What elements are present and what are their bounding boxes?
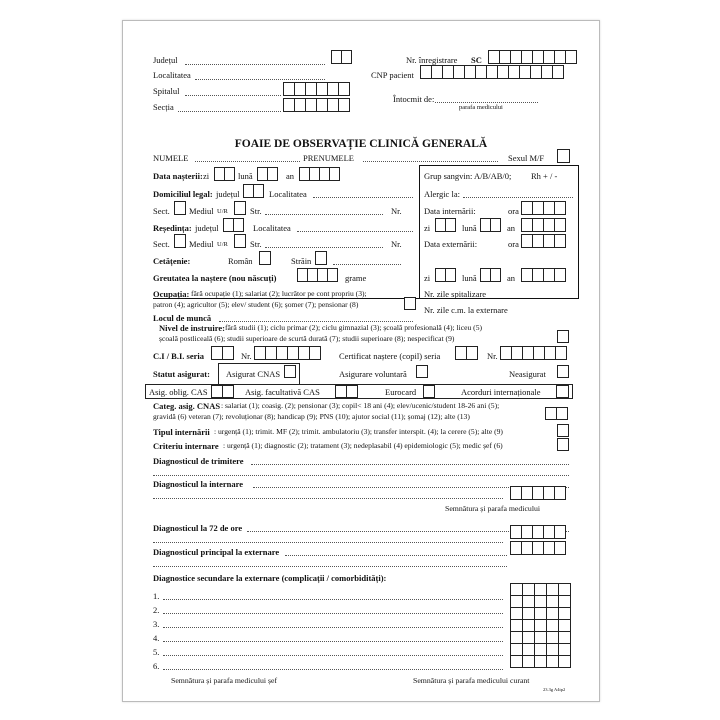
ocupatia-options-1: fără ocupație (1); salariat (2); lucrător pe cont propriu (3); [191,289,367,298]
diag-sec-num-6: 6. [153,661,160,671]
grup-sangvin-label: Grup sangvin: A/B/AB/0; [424,171,512,181]
res-ur-label: U/R [217,241,228,248]
data-externarii-label: Data externării: [424,239,478,249]
diag-sec-field-5[interactable] [163,655,503,656]
diag-sec-field-6[interactable] [163,669,503,670]
diag-72-label: Diagnosticul la 72 de ore [153,523,243,533]
int-luna-label: lună [462,223,477,233]
numele-label: NUMELE [153,153,189,163]
greutatea-boxes[interactable] [297,268,338,282]
roman-box[interactable] [259,251,271,265]
dom-mediul-box[interactable] [234,201,246,215]
diag-sec-num-1: 1. [153,591,160,601]
dom-str-label: Str. [250,206,262,216]
neasigurat-label: Neasigurat [509,369,546,379]
parafa-caption: parafa medicului [459,104,503,111]
res-judetul-boxes[interactable] [223,218,244,232]
sectia-field[interactable] [178,111,281,112]
res-mediul-label: Mediul [189,239,214,249]
dom-sect-label: Sect. [153,206,170,216]
dom-judetul-label: județul [216,189,240,199]
ci-nr-label: Nr. [241,351,252,361]
int-luna-boxes[interactable] [480,218,501,232]
dn-zi-label: zi [203,171,210,181]
sexul-label: Sexul M/F [508,153,545,163]
dom-str-field[interactable] [265,214,383,215]
sexul-box[interactable] [557,149,570,163]
nivel-instruire-label: Nivel de instruire: [159,323,225,333]
ocupatia-label: Ocupația: [153,289,190,299]
certificat-nr-boxes[interactable] [500,346,567,360]
diag-trimitere-field[interactable] [251,464,569,465]
nivel-instruire-box[interactable] [557,330,569,343]
alergic-label: Alergic la: [424,189,460,199]
asigurare-voluntara-box[interactable] [416,365,428,378]
externare-ora-boxes[interactable] [521,234,566,248]
nr-zile-spit-label: Nr. zile spitalizare [424,289,487,299]
res-sect-label: Sect. [153,239,170,249]
diag-principal-label: Diagnosticul principal la externare [153,547,280,557]
data-nasterii-label: Data nașterii: [153,171,203,181]
prenumele-label: PRENUMELE [303,153,354,163]
ext-an-label: an [507,273,516,283]
sectia-boxes[interactable] [283,98,350,112]
diag-trimitere-label: Diagnosticul de trimitere [153,456,244,466]
strain-field[interactable] [333,264,401,265]
categ-asig-line1: : salariat (1); coasig. (2); pensionar (3); copil< 18 ani (4); elev/ucenic/student 18-26 ani (5); [221,401,500,410]
diag-internare-label: Diagnosticul la internare [153,479,244,489]
certificat-label: Certificat naștere (copil) seria [339,351,441,361]
dn-an-boxes[interactable] [299,167,340,181]
diag-principal-code-boxes[interactable] [510,541,566,555]
right-panel-divider [419,165,420,298]
asigurare-voluntara-label: Asigurare voluntară [339,369,407,379]
right-panel-bottom [153,298,579,299]
nivel-instruire-line2: școală postliceală (6); studii superioare de scurtă durată (7); studii superioare (8); nespecificat (9) [159,334,455,343]
diag-internare-code-boxes[interactable] [510,486,566,500]
dom-sect-box[interactable] [174,201,186,215]
internare-ora-label: ora [508,206,519,216]
asig-facultativa-boxes[interactable] [335,385,358,398]
roman-label: Român [228,256,253,266]
ci-seria-boxes[interactable] [211,346,234,360]
locul-munca-field[interactable] [219,321,413,322]
diag-principal-field[interactable] [285,555,507,556]
asig-oblig-label: Asig. oblig. CAS [149,387,208,397]
localitatea-field[interactable] [195,79,325,80]
criteriu-internare-box[interactable] [557,438,569,451]
int-zi-boxes[interactable] [435,218,456,232]
sc-label: SC [471,55,482,65]
diag-sec-num-4: 4. [153,633,160,643]
dn-luna-boxes[interactable] [257,167,278,181]
tipul-internarii-box[interactable] [557,424,569,437]
dn-an-label: an [286,171,295,181]
sectia-label: Secția [153,102,174,112]
right-panel-top [419,165,578,166]
dom-judetul-boxes[interactable] [243,184,264,198]
localitatea-label: Localitatea [153,70,191,80]
ext-zi-boxes[interactable] [435,268,456,282]
locul-munca-label: Locul de muncă [153,313,212,323]
diag-internare-semnatura: Semnătura și parafa medicului [445,504,541,513]
dom-localitatea-label: Localitatea [269,189,307,199]
criteriu-internare-label: Criteriu internare [153,441,219,451]
numele-field[interactable] [195,161,300,162]
criteriu-internare-options: : urgență (1); diagnostic (2); tratament (3); nedeplasabil (4) epidemiologic (5); medic șef (6) [223,441,503,450]
judetul-boxes[interactable] [331,50,352,64]
neasigurat-box[interactable] [557,365,569,378]
eurocard-box[interactable] [423,385,435,398]
tipul-internarii-label: Tipul internării [153,427,210,437]
diag-sec-code-grid[interactable] [510,583,571,668]
externare-ora-label: ora [508,239,519,249]
acorduri-box[interactable] [556,385,569,398]
certificat-seria-boxes[interactable] [455,346,478,360]
diag-sec-num-5: 5. [153,647,160,657]
res-str-field[interactable] [265,247,383,248]
res-judetul-label: județul [195,223,219,233]
asig-facultativa-label: Asig. facultativă CAS [245,387,320,397]
ext-zi-label: zi [424,273,431,283]
diag-principal-field-2[interactable] [153,566,507,567]
diag-sec-field-1[interactable] [163,599,503,600]
nr-inregistrare-label: Nr. înregistrare [406,55,458,65]
categ-asig-label: Categ. asig. CNAS [153,401,221,411]
rh-label: Rh + / - [531,171,558,181]
judetul-field[interactable] [185,64,325,65]
semnatura-curant: Semnătura și parafa medicului curant [413,676,530,685]
int-zi-label: zi [424,223,431,233]
spitalul-label: Spitalul [153,86,180,96]
intocmit-field[interactable] [435,102,538,103]
strain-label: Străin [291,256,312,266]
diag-sec-num-3: 3. [153,619,160,629]
alergic-field[interactable] [463,197,573,198]
dom-nr-label: Nr. [391,206,402,216]
domiciliul-label: Domiciliul legal: [153,189,213,199]
dn-luna-label: lună [238,171,253,181]
spitalul-field[interactable] [185,95,281,96]
asig-oblig-boxes[interactable] [211,385,234,398]
nr-inregistrare-boxes[interactable] [488,50,577,64]
diag-internare-field-2[interactable] [153,498,503,499]
semnatura-sef: Semnătura și parafa medicului șef [171,676,278,685]
asigurat-cnas-label: Asigurat CNAS [226,369,281,379]
judetul-label: Județul [153,55,178,65]
data-internarii-label: Data internării: [424,206,476,216]
right-panel-right [578,165,579,298]
diag-sec-field-3[interactable] [163,627,503,628]
diag-sec-num-2: 2. [153,605,160,615]
prenumele-field[interactable] [363,161,498,162]
internare-ora-boxes[interactable] [521,201,566,215]
strain-box[interactable] [315,251,327,265]
dom-mediul-label: Mediul [189,206,214,216]
res-sect-box[interactable] [174,234,186,248]
greutatea-label: Greutatea la naștere (nou născuți) [153,273,277,283]
ext-luna-label: lună [462,273,477,283]
dn-zi-boxes[interactable] [214,167,235,181]
ocupatia-box[interactable] [404,297,416,310]
diag-sec-field-4[interactable] [163,641,503,642]
res-str-label: Str. [250,239,262,249]
res-mediul-box[interactable] [234,234,246,248]
ci-seria-label: C.I / B.I. seria [153,351,204,361]
spitalul-boxes[interactable] [283,82,350,96]
grame-label: grame [345,273,367,283]
tipul-internarii-options: : urgență (1); trimit. MF (2); trimit. ambulatoriu (3); transfer interspit. (4); la cerere (5); alte (9) [214,427,503,436]
res-localitatea-label: Localitatea [253,223,291,233]
cnp-boxes[interactable] [420,65,564,79]
diag-principal-code-boxes-top[interactable] [510,525,566,539]
ext-luna-boxes[interactable] [480,268,501,282]
categ-asig-boxes[interactable] [545,407,568,420]
cetatenie-label: Cetățenie: [153,256,191,266]
eurocard-label: Eurocard [385,387,417,397]
cnp-label: CNP pacient [371,70,414,80]
dom-localitatea-field[interactable] [313,197,413,198]
int-an-boxes[interactable] [521,218,566,232]
dom-ur-label: U/R [217,208,228,215]
nr-zile-cm-label: Nr. zile c.m. la externare [424,305,508,315]
form-code: 23.3g A4tp2 [543,687,566,692]
int-an-label: an [507,223,516,233]
diag-sec-field-2[interactable] [163,613,503,614]
diag-secundare-label: Diagnostice secundare la externare (complicații / comorbidități): [153,573,387,583]
acorduri-label: Acorduri internaționale [461,387,541,397]
ocupatia-options-2: patron (4); agricultor (5); elev/ student (6); șomer (7); pensionar (8) [153,300,359,309]
diag-72-field-2[interactable] [153,542,503,543]
form-sheet [122,20,600,702]
statut-asigurat-label: Statut asigurat: [153,369,210,379]
form-title: FOAIE DE OBSERVAȚIE CLINICĂ GENERALĂ [234,138,488,150]
resedinta-label: Reședința: [153,223,192,233]
ci-nr-boxes[interactable] [254,346,321,360]
intocmit-label: Întocmit de: [393,94,435,104]
nivel-instruire-line1: fără studii (1); ciclu primar (2); ciclu gimnazial (3); școală profesională (4); liceu (5) [225,323,483,332]
ext-an-boxes[interactable] [521,268,566,282]
asigurat-cnas-box[interactable] [284,365,296,378]
diag-trimitere-field-2[interactable] [153,475,569,476]
res-nr-label: Nr. [391,239,402,249]
categ-asig-line2: gravidă (6) veteran (7); revoluționar (8); handicap (9); PNS (10); ajutor social (11); șomaj (12); alte (13) [153,412,470,421]
certificat-nr-label: Nr. [487,351,498,361]
res-localitatea-field[interactable] [297,231,413,232]
